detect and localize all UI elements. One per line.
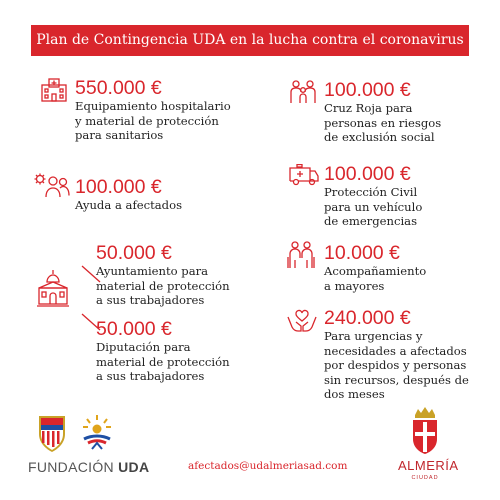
desc-line: Acompañamiento (324, 264, 427, 278)
contact-email-link[interactable]: afectados@udalmeriasad.com (188, 460, 348, 472)
amount: 550.000 € (75, 77, 162, 99)
almeria-city-name: ALMERÍA (398, 458, 459, 473)
family-icon (289, 79, 317, 105)
amount: 100.000 € (324, 163, 411, 185)
desc-line: Para urgencias y (324, 329, 423, 343)
item-ayuntamiento (96, 242, 230, 308)
desc-line: Ayuda a afectados (75, 198, 183, 212)
amount: 50.000 € (96, 242, 172, 264)
almeria-city-crest-logo (409, 405, 441, 457)
desc-line: a mayores (324, 278, 385, 293)
desc-line: Equipamiento hospitalario (75, 99, 231, 113)
desc-line: dos meses (324, 387, 385, 401)
desc-line: Ayuntamiento para (96, 264, 209, 278)
amount: 240.000 € (324, 307, 411, 329)
desc-line: de exclusión social (324, 130, 435, 144)
item-mayores (324, 242, 426, 293)
ambulance-icon (288, 164, 320, 186)
desc-line: a sus trabajadores (96, 369, 205, 383)
heart-hands-icon (287, 309, 317, 333)
desc-line: necesidades a afectados (324, 343, 467, 358)
item-proteccion-civil (324, 163, 422, 229)
fundacion-prefix: FUNDACIÓN (28, 459, 119, 475)
desc-line: y material de protección (75, 113, 219, 128)
item-cruz-roja (324, 79, 441, 145)
ud-almeria-crest-logo (36, 413, 68, 453)
desc-line: a sus trabajadores (96, 293, 205, 307)
fundacion-bold: UDA (118, 459, 150, 475)
title-banner: Plan de Contingencia UDA en la lucha contra el coronavirus (31, 25, 469, 56)
fundacion-uda-logo-text (28, 459, 149, 475)
desc-line: personas en riesgos (324, 115, 442, 130)
amount: 100.000 € (324, 79, 411, 101)
hospital-icon (40, 77, 68, 103)
desc-line: Cruz Roja para (324, 101, 413, 115)
desc-line: para sanitarios (75, 128, 164, 142)
elderly-icon (286, 241, 316, 269)
amount: 50.000 € (96, 318, 172, 340)
item-afectados (75, 176, 182, 213)
amount: 100.000 € (75, 176, 162, 198)
virus-people-icon (33, 172, 71, 198)
desc-line: por despidos y personas (324, 358, 467, 372)
item-hospital (75, 77, 231, 143)
almeria-city-sub: CIUDAD (411, 475, 439, 481)
item-urgencias (324, 307, 469, 402)
item-diputacion (96, 318, 230, 384)
desc-line: material de protección (96, 354, 230, 369)
desc-line: Protección Civil (324, 185, 418, 199)
town-hall-icon (35, 268, 71, 308)
desc-line: de emergencias (324, 214, 418, 228)
amount: 10.000 € (324, 242, 400, 264)
desc-line: material de protección (96, 278, 230, 293)
desc-line: Diputación para (96, 340, 191, 354)
desc-line: sin recursos, después de (324, 372, 469, 387)
fundacion-sun-logo (80, 413, 114, 453)
desc-line: para un vehículo (324, 199, 423, 214)
